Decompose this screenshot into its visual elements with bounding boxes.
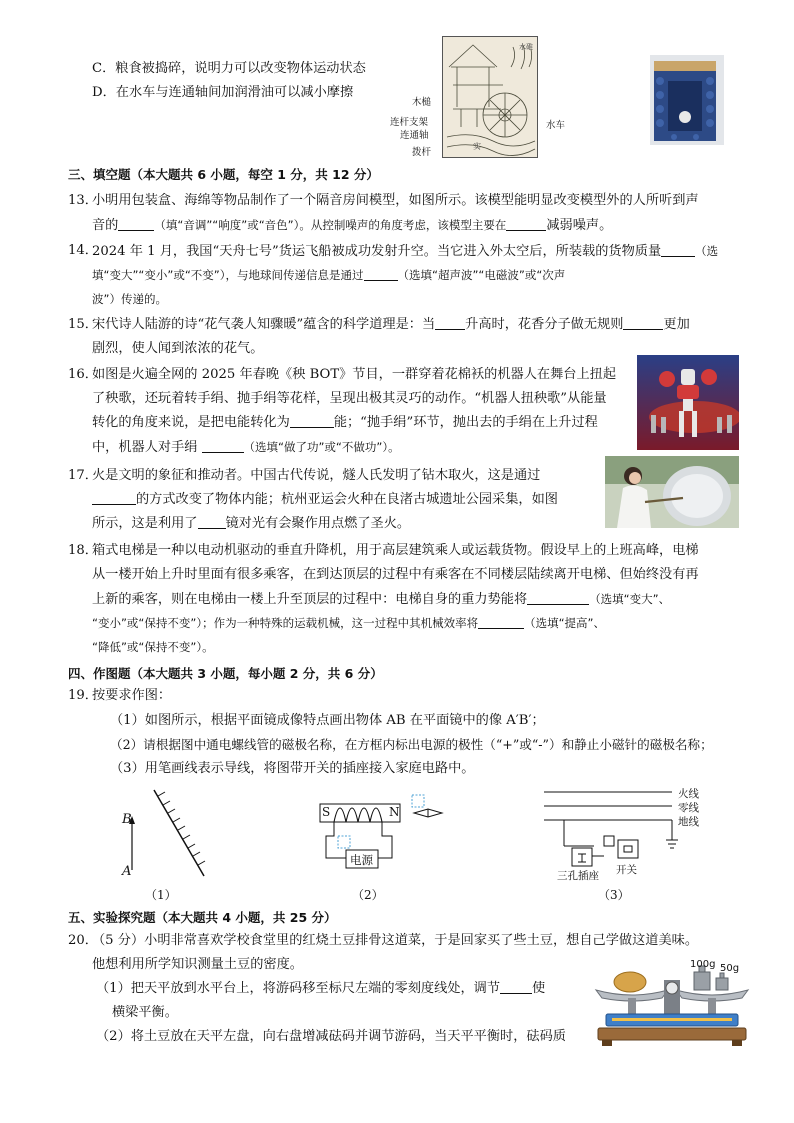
waterwheel-illustration [442,36,538,158]
q20-text-a: （1）把天平放到水平台上，将游码移至标尺左端的零刻度线处，调节 [96,981,501,996]
figure-2-caption: （2） [352,888,384,902]
solenoid-n-label: N [389,805,400,819]
q17-text-c: 镜对光有会聚作用点燃了圣火。 [225,516,411,531]
solenoid-s-label: S [322,805,331,819]
q16-blank-2[interactable] [202,439,244,453]
q16-text-d: （选填“做了功”或“不做功”）。 [243,440,400,454]
q13-number: 13． [68,193,98,208]
figure-3-caption: （3） [598,888,630,902]
q15-line-2: 剧烈，使人闻到浓浓的花气。 [92,341,264,356]
q18-blank-1[interactable] [527,591,589,605]
q14-line-1 [92,240,718,263]
point-b-label: B [122,812,132,827]
section-5-title: 五、实验探究题（本大题共 4 小题，共 25 分） [68,910,337,925]
q18-text-e: “降低”或“保持不变”）。 [92,640,214,654]
q17-line-3 [92,513,410,535]
q17-line-1: 火是文明的象征和推动者。中国古代传说，燧人氏发明了钻木取火，这是通过 [92,468,541,483]
robot-yangge-photo [637,355,739,450]
q20-number: 20． [68,933,98,948]
q20-blank-1[interactable] [500,980,532,994]
q20-sub-2: （2）将土豆放在天平左盘，向右盘增减砝码并调节游码，当天平平衡时，砝码质 [96,1029,566,1044]
q14-text-e: 波”）传递的。 [92,292,167,306]
q16-line-3 [92,412,598,434]
q16-text-c: 中，机器人对手绢 [92,440,198,455]
q14-text-c: 填“变大”“变小”或“不变”），与地球间传递信息是通过 [92,268,364,282]
ground-wire-label: 地线 [678,816,699,828]
q14-number: 14． [68,243,98,258]
q19-intro: 按要求作图： [92,688,172,703]
q20-sub-1-cont: 横梁平衡。 [112,1005,178,1020]
q18-line-1: 箱式电梯是一种以电动机驱动的垂直升降机，用于高层建筑乘人或运载货物。假设早上的上班高峰，电梯 [92,543,699,558]
q15-text-b: 升高时，花香分子做无规则 [465,317,624,332]
waterwheel-title: 水碓 [519,43,533,51]
q18-line-4 [92,612,605,635]
neutral-wire-label: 零线 [678,802,699,814]
q18-blank-2[interactable] [478,615,524,629]
figure-3-circuit [540,784,690,880]
q16-line-1: 如图是火遍全网的 2025 年春晚《秧 BOT》节目，一群穿着花棉袄的机器人在舞台上扭起 [92,367,617,382]
q17-text-b: 所示，这是利用了 [92,516,198,531]
q16-text-a: 转化的角度来说，是把电能转化为 [92,415,290,430]
q15-blank-1[interactable] [435,316,465,330]
switch-label: 开关 [616,864,637,876]
q16-text-b: 能；“抛手绢”环节，抛出去的手绢在上升过程 [333,415,598,430]
q14-text-a: 2024 年 1 月，我国“天舟七号”货运飞船被成功发射升空。当它进入外太空后，所装载的货物质量 [92,244,662,259]
q19-sub-2: （2）请根据图中通电螺线管的磁极名称，在方框内标出电源的极性（“+”或“-”）和静止小磁针的磁极名称； [110,737,713,752]
q14-line-3 [92,288,167,311]
q13-blank-2[interactable] [506,217,546,231]
q14-text-b: （选 [695,244,719,258]
label-bogan: 拨杆 [412,147,432,158]
label-shuiche: 水车 [546,120,566,131]
q14-line-2 [92,264,565,287]
live-wire-label: 火线 [678,788,699,800]
soundproof-box-photo [650,55,724,145]
q13-line-1: 小明用包装盒、海绵等物品制作了一个隔音房间模型，如图所示。该模型能明显改变模型外的人所听到声 [92,193,699,208]
section-4-title: 四、作图题（本大题共 3 小题，每小题 2 分，共 6 分） [68,666,383,681]
q20-sub-1 [96,978,545,1000]
label-liantong: 连通轴 [400,130,429,141]
weight-100g-label: 100g [690,959,716,970]
q15-text-a: 宋代诗人陆游的诗“花气袭人知骤暖”蕴含的科学道理是：当 [92,317,436,332]
asian-games-flame-photo [605,456,739,528]
q15-text-c: 更加 [663,317,690,332]
q16-blank-1[interactable] [290,414,334,428]
q18-text-d: （选填“提高”、 [524,616,605,630]
q18-number: 18． [68,543,98,558]
option-d: D．在水车与连通轴间加润滑油可以减小摩擦 [92,85,354,100]
q15-number: 15． [68,317,98,332]
q13-text-a: 音的 [92,218,119,233]
q15-line-1 [92,314,690,336]
q13-line-2 [92,214,612,237]
q17-blank-2[interactable] [198,515,226,529]
option-c: C．粮食被捣碎，说明力可以改变物体运动状态 [92,61,366,76]
svg-text:实: 实 [473,142,481,151]
q19-number: 19． [68,688,98,703]
q19-sub-1: （1）如图所示，根据平面镜成像特点画出物体 AB 在平面镜中的像 A′B′； [110,713,545,728]
q18-text-c: “变小”或“保持不变”）；作为一种特殊的运载机械，这一过程中其机械效率将 [92,616,479,630]
q18-line-5 [92,636,214,659]
weight-50g-label: 50g [720,963,740,974]
three-hole-socket-label: 三孔插座 [557,870,599,882]
figure-2-solenoid [316,792,456,872]
q20-line-2: 他想利用所学知识测量土豆的密度。 [92,957,303,972]
section-3-title: 三、填空题（本大题共 6 小题，每空 1 分，共 12 分） [68,167,379,182]
q18-text-a: 上新的乘客，则在电梯由一楼上升至顶层的过程中：电梯自身的重力势能将 [92,592,528,607]
power-source-label: 电源 [350,853,373,867]
q14-text-d: （选填“超声波”“电磁波”或“次声 [397,268,566,282]
q15-blank-2[interactable] [623,316,663,330]
q14-blank-1[interactable] [661,243,695,257]
q17-line-2 [92,489,558,511]
q19-sub-3: （3）用笔画线表示导线，将图带开关的插座接入家庭电路中。 [110,761,475,776]
figure-1-caption: （1） [145,888,177,902]
q17-blank-1[interactable] [92,491,136,505]
q16-number: 16． [68,367,98,382]
q16-line-2: 了秧歌，还玩着转手绢、抛手绢等花样，呈现出极其灵巧的动作。“机器人扭秧歌”从能量 [92,391,607,406]
label-liangan: 连杆支架 [390,117,429,128]
q18-line-2: 从一楼开始上升时里面有很多乘客，在到达顶层的过程中有乘客在不同楼层陆续离开电梯、但始终没有再 [92,567,699,582]
label-mujiu: 木槌 [412,97,432,108]
q17-text-a: 的方式改变了物体内能；杭州亚运会火种在良渚古城遗址公园采集，如图 [136,492,558,507]
q18-text-b: （选填“变大”、 [589,592,671,606]
q18-line-3 [92,588,670,611]
q14-blank-2[interactable] [364,267,398,281]
q13-text-c: 减弱噪声。 [546,218,613,233]
point-a-label: A [122,864,132,879]
q13-text-b: （填“音调”“响度”或“音色”）。从控制噪声的角度考虑，该模型主要在 [154,218,507,232]
q13-blank-1[interactable] [118,217,154,231]
q16-line-4 [92,436,400,459]
q20-line-1: （5 分）小明非常喜欢学校食堂里的红烧土豆排骨这道菜，于是回家买了些土豆，想自己学做这道美味。 [92,933,699,948]
q20-text-b: 使 [532,981,546,996]
q17-number: 17． [68,468,98,483]
